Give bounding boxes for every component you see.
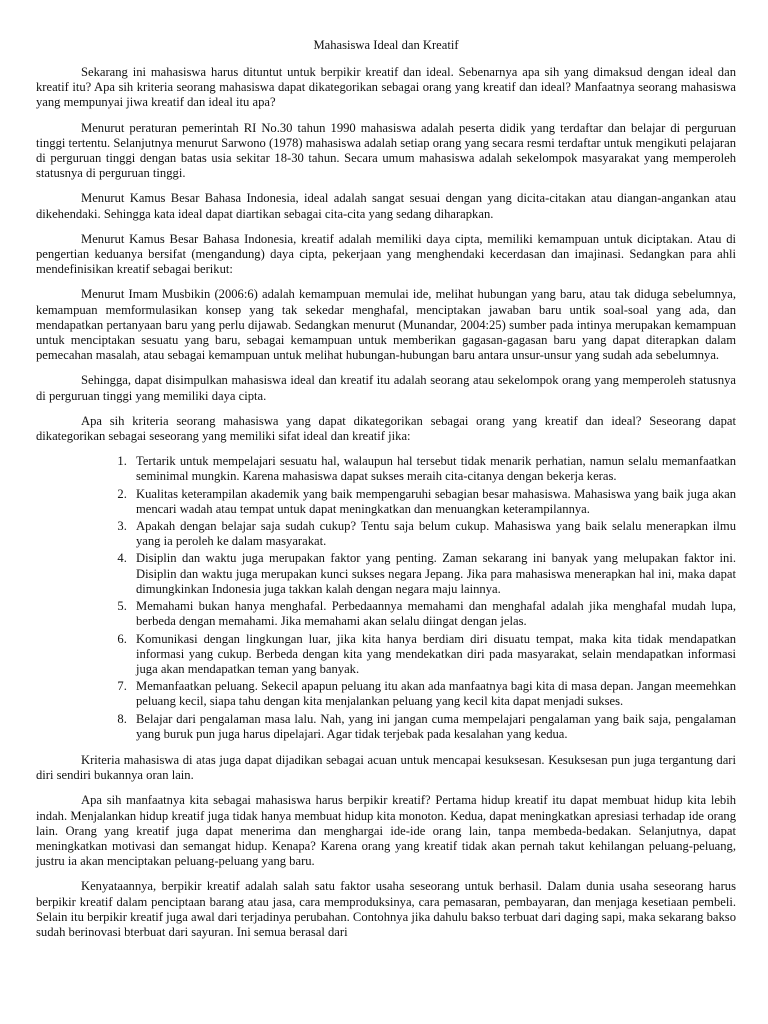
paragraph-criteria-question: Apa sih kriteria seorang mahasiswa yang dapat dikategorikan sebagai orang yang kreatif dan ideal? Seseorang dapat dikategorikan sebagai seseorang yang memiliki sifat ideal dan kreatif jika: xyxy=(36,413,736,444)
criteria-item: 4. Disiplin dan waktu juga merupakan faktor yang penting. Zaman sekarang ini banyak yang melupakan faktor ini. Disiplin dan waktu juga merupakan kunci sukses negara Jepang. Jika para mahasiswa menerapkan hal ini, maka dapat dimungkinkan Indonesia juga takkan kalah dengan negara maju lainnya. xyxy=(130,551,736,597)
paragraph-conclusion: Sehingga, dapat disimpulkan mahasiswa ideal dan kreatif itu adalah seorang atau sekelompok orang yang memperoleh statusnya di perguruan tinggi yang memiliki daya cipta. xyxy=(36,373,736,403)
criteria-item: 6. Komunikasi dengan lingkungan luar, jika kita hanya berdiam diri disuatu tempat, maka kita tidak mendapatkan informasi yang cukup. Berbeda dengan kita yang mendekatkan diri pada masyarakat, selain mendapatkan informasi juga akan mendapatkan teman yang banyak. xyxy=(130,632,736,678)
document-title: Mahasiswa Ideal dan Kreatif xyxy=(313,38,459,52)
criteria-item: 2. Kualitas keterampilan akademik yang baik mempengaruhi sebagian besar mahasiswa. Mahasiswa yang baik juga akan mencari wadah atau tempat untuk dapat meningkatkan dan menuangkan keterampilannya. xyxy=(130,487,736,517)
criteria-list xyxy=(36,454,736,742)
paragraph-criteria-summary: Kriteria mahasiswa di atas juga dapat dijadikan sebagai acuan untuk mencapai kesuksesan. Kesuksesan pun juga tergantung dari diri sendiri bukannya oran lain. xyxy=(36,752,736,783)
criteria-item: 3. Apakah dengan belajar saja sudah cukup? Tentu saja belum cukup. Mahasiswa yang baik selalu menerapkan ilmu yang ia peroleh ke dalam masyarakat. xyxy=(130,519,736,549)
paragraph-benefits: Apa sih manfaatnya kita sebagai mahasiswa harus berpikir kreatif? Pertama hidup kreatif itu dapat membuat hidup kita lebih indah. Menjalankan hidup kreatif juga tidak hanya membuat hidup kita monoton. Kedua, dapat meningkatkan apresiasi terhadap ide orang lain. Orang yang kreatif juga dapat menerima dan menghargai ide-ide orang lain, tanpa membeda-bedakan. Selanjutnya, dapat meningkatkan motivasi dan semangat hidup. Kenapa? Karena orang yang kreatif tidak akan pernah takut kehilangan peluang-peluang, justru ia akan menciptakan peluang-peluang yang baru. xyxy=(36,793,736,869)
paragraph-intro: Sekarang ini mahasiswa harus dituntut untuk berpikir kreatif dan ideal. Sebenarnya apa sih yang dimaksud dengan ideal dan kreatif itu? Apa sih kriteria seorang mahasiswa dapat dikategorikan sebagai orang yang kreatif dan ideal? Manfaatnya seorang mahasiswa yang mempunyai jiwa kreatif dan ideal itu apa? xyxy=(36,65,736,110)
paragraph-expert-definitions: Menurut Imam Musbikin (2006:6) adalah kemampuan memulai ide, melihat hubungan yang baru, atau tak diduga sebelumnya, kemampuan memformulasikan konsep yang tak sekedar menghafal, menciptakan jawaban baru untik soal-soal yang ada, dan mendapatkan pertanyaan baru yang perlu dijawab. Sedangkan menurut (Munandar, 2004:25) sumber pada intinya merupakan kemampuan untuk menciptakan sesuatu yang baru, sebagai kemampuan untuk memberikan gagasan-gagasan baru yang dapat diterapkan dalam pemecahan masalah, atau sebagai kemampuan untuk melihat hubungan-hubungan baru antara unsur-unsur yang sudah ada sebelumnya. xyxy=(36,287,736,363)
criteria-item: 8. Belajar dari pengalaman masa lalu. Nah, yang ini jangan cuma mempelajari pengalaman yang baik saja, pengalaman yang buruk pun juga harus dipelajari. Agar tidak terjebak pada kesalahan yang kedua. xyxy=(130,712,736,742)
paragraph-definition-ideal: Menurut Kamus Besar Bahasa Indonesia, ideal adalah sangat sesuai dengan yang dicita-citakan atau diangan-angankan atau dikehendaki. Sehingga kata ideal dapat diartikan sebagai cita-cita yang sedang diharapkan. xyxy=(36,191,736,221)
paragraph-definition-mahasiswa: Menurut peraturan pemerintah RI No.30 tahun 1990 mahasiswa adalah peserta didik yang terdaftar dan belajar di perguruan tinggi tertentu. Selanjutnya menurut Sarwono (1978) mahasiswa adalah setiap orang yang secara resmi terdaftar untuk mengikuti pelajaran di perguruan tinggi dengan batas usia sekitar 18-30 tahun. Secara umum mahasiswa adalah sekelompok masyarakat yang memperoleh statusnya di perguruan tinggi. xyxy=(36,120,736,181)
criteria-item: 5. Memahami bukan hanya menghafal. Perbedaannya memahami dan menghafal adalah jika menghafal mudah lupa, berbeda dengan memahami. Jika memahami akan selalu diingat dengan jelas. xyxy=(130,599,736,629)
criteria-item: 7. Memanfaatkan peluang. Sekecil apapun peluang itu akan ada manfaatnya bagi kita di masa depan. Jangan meemehkan peluang kecil, siapa tahu dengan kita menjalankan peluang yang kecil kita dapat menjadi sukses. xyxy=(130,679,736,709)
paragraph-reality: Kenyataannya, berpikir kreatif adalah salah satu faktor usaha seseorang untuk berhasil. Dalam dunia usaha seseorang harus berpikir kreatif dalam penciptaan barang atau jasa, cara memproduksinya, cara pemasaran, pembayaran, dan menjaga kesetiaan pembeli. Selain itu berpikir kreatif juga awal dari terjadinya perubahan. Contohnya jika dahulu bakso terbuat dari daging sapi, maka sekarang bakso sudah berinovasi bterbuat dari sayuran. Ini semua berasal dari xyxy=(36,879,736,939)
paragraph-definition-kreatif: Menurut Kamus Besar Bahasa Indonesia, kreatif adalah memiliki daya cipta, memiliki kemampuan untuk diciptakan. Atau di pengertian keduanya bersifat (mengandung) daya cipta, pekerjaan yang menghendaki kecerdasan dan imajinasi. Sedangkan para ahli mendefinisikan kreatif sebagai berikut: xyxy=(36,231,736,277)
criteria-item: 1. Tertarik untuk mempelajari sesuatu hal, walaupun hal tersebut tidak menarik perhatian, namun selalu memanfaatkan seminimal mungkin. Karena mahasiswa dapat sukses meraih cita-citanya dengan bekerja keras. xyxy=(130,454,736,484)
